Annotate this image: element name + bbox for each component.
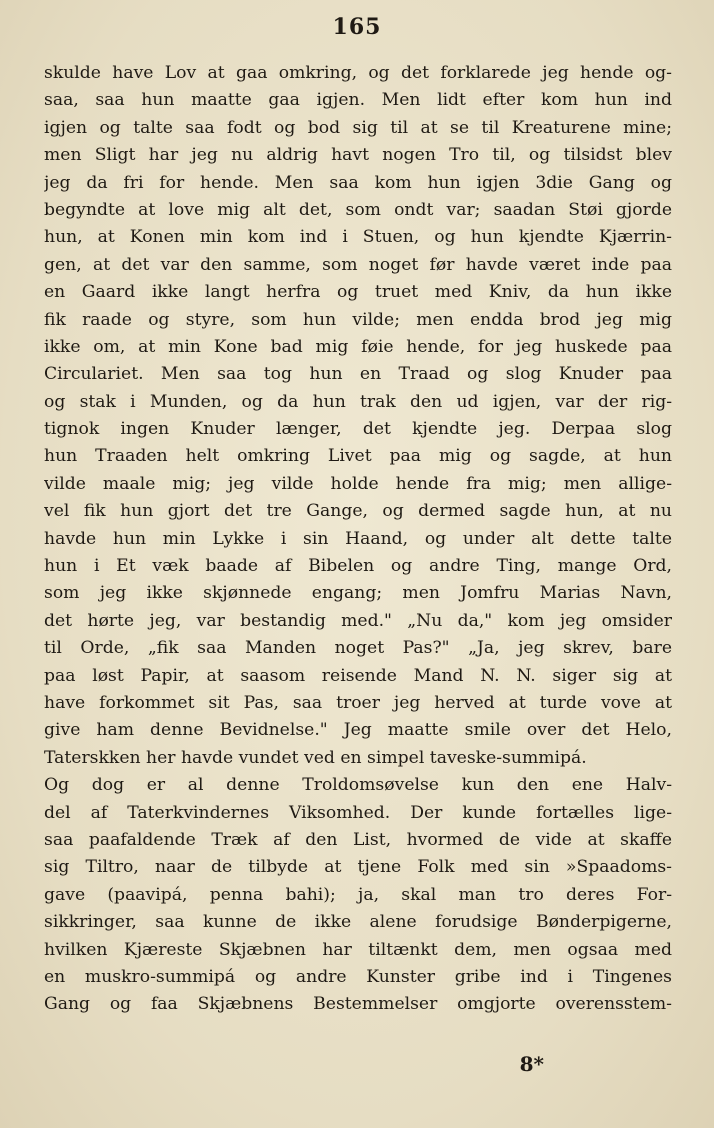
text-line: saa, saa hun maatte gaa igjen. Men lidt efter kom hun ind <box>44 90 672 111</box>
page-number: 165 <box>332 14 382 40</box>
text-line: gen, at det var den samme, som noget før havde været inde paa <box>44 254 672 275</box>
text-line: jeg da fri for hende. Men saa kom hun igjen 3die Gang og <box>44 172 672 193</box>
text-line: fik raade og styre, som hun vilde; men endda brod jeg mig <box>44 309 672 330</box>
text-line: en muskro-summipá og andre Kunster gribe ind i Tingenes <box>44 966 672 987</box>
text-line: Circulariet. Men saa tog hun en Traad og slog Knuder paa <box>44 364 672 385</box>
text-line: del af Taterkvindernes Viksomhed. Der kunde fortælles lige- <box>44 802 672 823</box>
text-line: vilde maale mig; jeg vilde holde hende fra mig; men allige- <box>44 473 672 494</box>
signature-mark: 8* <box>519 1052 544 1076</box>
text-line: Taterskken her havde vundet ved en simpel taveske-summipá. <box>44 747 587 768</box>
text-line: give ham denne Bevidnelse." Jeg maatte smile over det Helo, <box>44 720 672 741</box>
text-line: have forkommet sit Pas, saa troer jeg herved at turde vove at <box>44 692 672 713</box>
body-text <box>44 60 672 1019</box>
text-line: igjen og talte saa fodt og bod sig til at se til Kreaturene mine; <box>44 117 672 138</box>
text-line: sikkringer, saa kunne de ikke alene forudsige Bønderpigerne, <box>44 912 672 933</box>
text-line: skulde have Lov at gaa omkring, og det forklarede jeg hende og- <box>44 63 672 83</box>
text-line: Og dog er al denne Troldomsøvelse kun den ene Halv- <box>44 775 672 796</box>
text-line: og stak i Munden, og da hun trak den ud igjen, var der rig- <box>44 391 672 412</box>
text-line: Gang og faa Skjæbnens Bestemmelser omgjorte overensstem- <box>44 994 672 1015</box>
text-line: saa paafaldende Træk af den List, hvormed de vide at skaffe <box>44 829 672 850</box>
text-line: sig Tiltro, naar de tilbyde at tjene Folk med sin »Spaadoms- <box>44 857 672 878</box>
text-line: som jeg ikke skjønnede engang; men Jomfru Marias Navn, <box>44 583 672 604</box>
text-line: vel fik hun gjort det tre Gange, og dermed sagde hun, at nu <box>44 501 672 522</box>
text-line: en Gaard ikke langt herfra og truet med Kniv, da hun ikke <box>44 282 672 303</box>
text-line: men Sligt har jeg nu aldrig havt nogen Tro til, og tilsidst blev <box>44 145 672 166</box>
text-line: tignok ingen Knuder længer, det kjendte jeg. Derpaa slog <box>44 419 672 440</box>
text-line: paa løst Papir, at saasom reisende Mand N. N. siger sig at <box>44 665 672 686</box>
text-line: hun i Et væk baade af Bibelen og andre Ting, mange Ord, <box>44 556 672 577</box>
text-line: hun Traaden helt omkring Livet paa mig og sagde, at hun <box>44 446 672 467</box>
text-line: hvilken Kjæreste Skjæbnen har tiltænkt dem, men ogsaa med <box>44 939 672 960</box>
text-line: til Orde, „fik saa Manden noget Pas?" „Ja, jeg skrev, bare <box>44 638 672 659</box>
text-line: det hørte jeg, var bestandig med." „Nu da," kom jeg omsider <box>44 610 672 631</box>
text-line: havde hun min Lykke i sin Haand, og under alt dette talte <box>44 528 672 549</box>
text-line: begyndte at love mig alt det, som ondt var; saadan Støi gjorde <box>44 199 672 220</box>
text-line: gave (paavipá, penna bahi); ja, skal man tro deres For- <box>44 884 672 905</box>
text-line: hun, at Konen min kom ind i Stuen, og hun kjendte Kjærrin- <box>44 227 672 248</box>
text-line: ikke om, at min Kone bad mig føie hende, for jeg huskede paa <box>44 336 672 357</box>
